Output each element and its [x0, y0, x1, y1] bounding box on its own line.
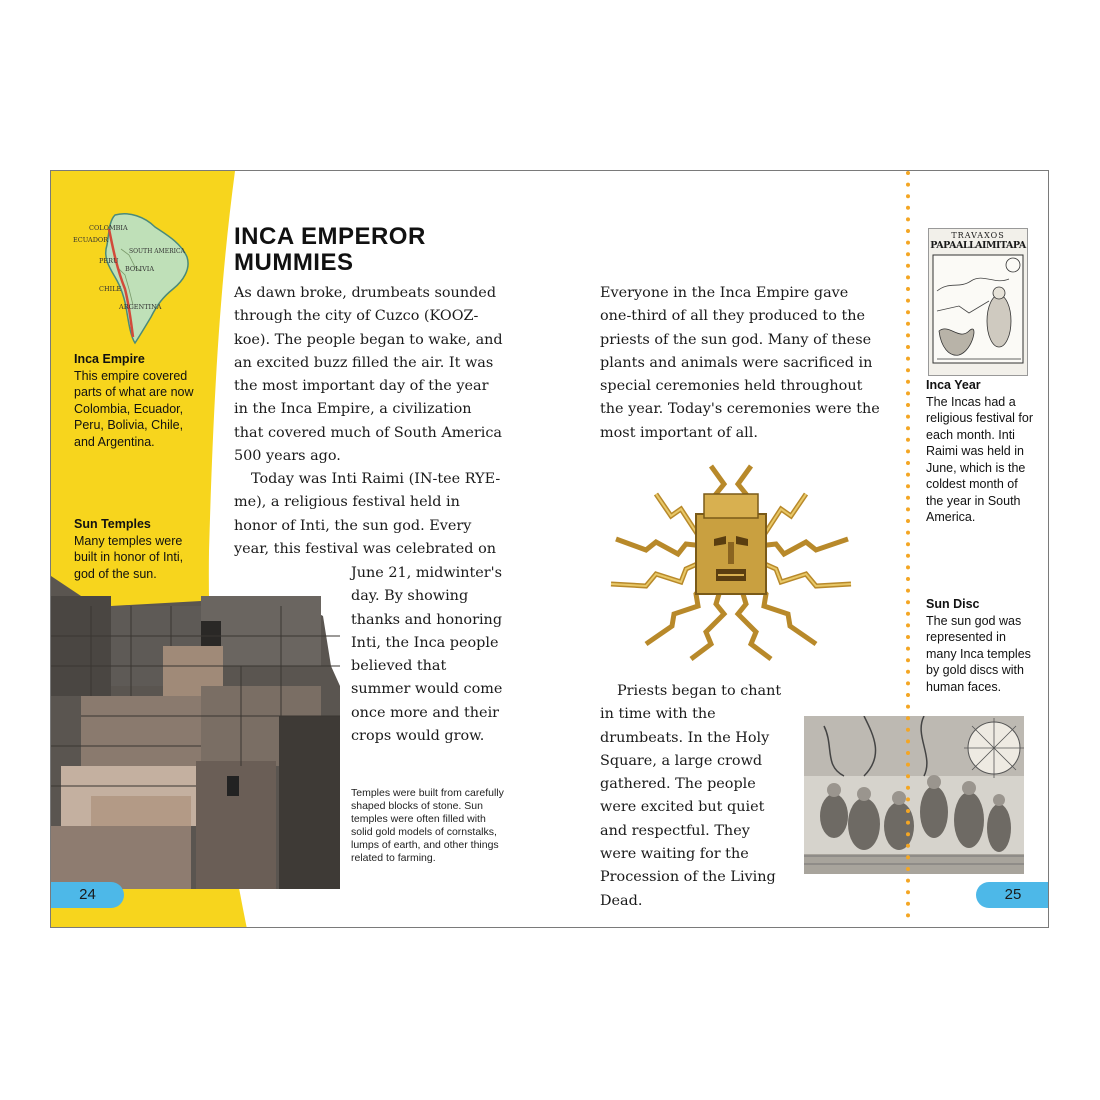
caption-text: The sun god was represented in many Inca temples by gold discs with human faces. [926, 613, 1031, 694]
right-paragraph-2: Priests began to chant in time with the drumbeats. In the Holy Square, a large crowd gathered. The people were excited but quiet and respectful. They were waiting for the Procession of the Living Dead. [600, 683, 782, 909]
caption-title: Inca Year [926, 378, 981, 392]
left-paragraph-2-top: Today was Inti Raimi (IN-tee RYE-me), a religious festival held in honor of Inti, the sun god. Every year, this festival was celebrated on [234, 471, 501, 557]
caption-sun-temples [74, 516, 186, 582]
temple-photo-caption: Temples were built from carefully shaped blocks of stone. Sun temples were often filled with solid gold models of cornstalks, lumps of earth, and other things related to farming. [351, 787, 504, 864]
dotted-divider [905, 171, 911, 928]
caption-inca-year [926, 377, 1038, 526]
page-title [234, 224, 534, 276]
map-label-peru: PERU [99, 257, 119, 265]
page-number-right: 25 [976, 882, 1049, 908]
caption-title: Sun Disc [926, 597, 980, 611]
map-label-ecuador: ECUADOR [73, 236, 109, 244]
inca-year-drawing [928, 228, 1028, 376]
right-paragraph-1: Everyone in the Inca Empire gave one-third of all they produced to the priests of the sun god. Many of these plants and animals were sacrificed in special ceremonies held throughout the year. Today's ceremonies were the most important of all. [600, 285, 880, 441]
caption-text: The Incas had a religious festival for each month. Inti Raimi was held in June, which is the coldest month of the year in South America. [926, 394, 1033, 524]
book-spread [50, 170, 1049, 928]
caption-text: Many temples were built in honor of Inti, god of the sun. [74, 533, 184, 581]
caption-title: Inca Empire [74, 352, 145, 366]
map-label-south-america: SOUTH AMERICA [129, 248, 185, 255]
drawing-title-top: TRAVAXOS [951, 231, 1005, 240]
caption-inca-empire [74, 351, 196, 450]
page-number-left: 24 [51, 882, 124, 908]
drawing-title: PAPAALLAIMITAPA [930, 240, 1026, 251]
caption-text: This empire covered parts of what are now Colombia, Ecuador, Peru, Bolivia, Chile, and Argentina. [74, 368, 194, 449]
caption-sun-disc [926, 596, 1038, 695]
map-label-bolivia: BOLIVIA [125, 265, 155, 273]
map-label-chile: CHILE [99, 285, 122, 293]
left-paragraph-1: As dawn broke, drumbeats sounded through the city of Cuzco (KOOZ-koe). The people began to wake, and an excited buzz filled the air. It was the most important day of the year in the Inca Empire, a civilization that covered much of South America 500 years ago. [234, 285, 503, 465]
title-line-1: INCA EMPEROR [234, 223, 426, 250]
caption-title: Sun Temples [74, 517, 151, 531]
map-label-colombia: COLOMBIA [89, 224, 128, 232]
procession-engraving-image [804, 716, 1024, 874]
left-paragraph-2-bottom: June 21, midwinter's day. By showing thanks and honoring Inti, the Inca people believed that summer would come once more and their crops would grow. [351, 565, 503, 745]
gold-sun-mask-image [586, 454, 876, 664]
map-label-argentina: ARGENTINA [119, 303, 162, 311]
south-america-map [69, 209, 209, 349]
stone-temple-photo [51, 576, 340, 889]
drawing-sketch [929, 251, 1027, 367]
title-line-2: MUMMIES [234, 249, 354, 276]
